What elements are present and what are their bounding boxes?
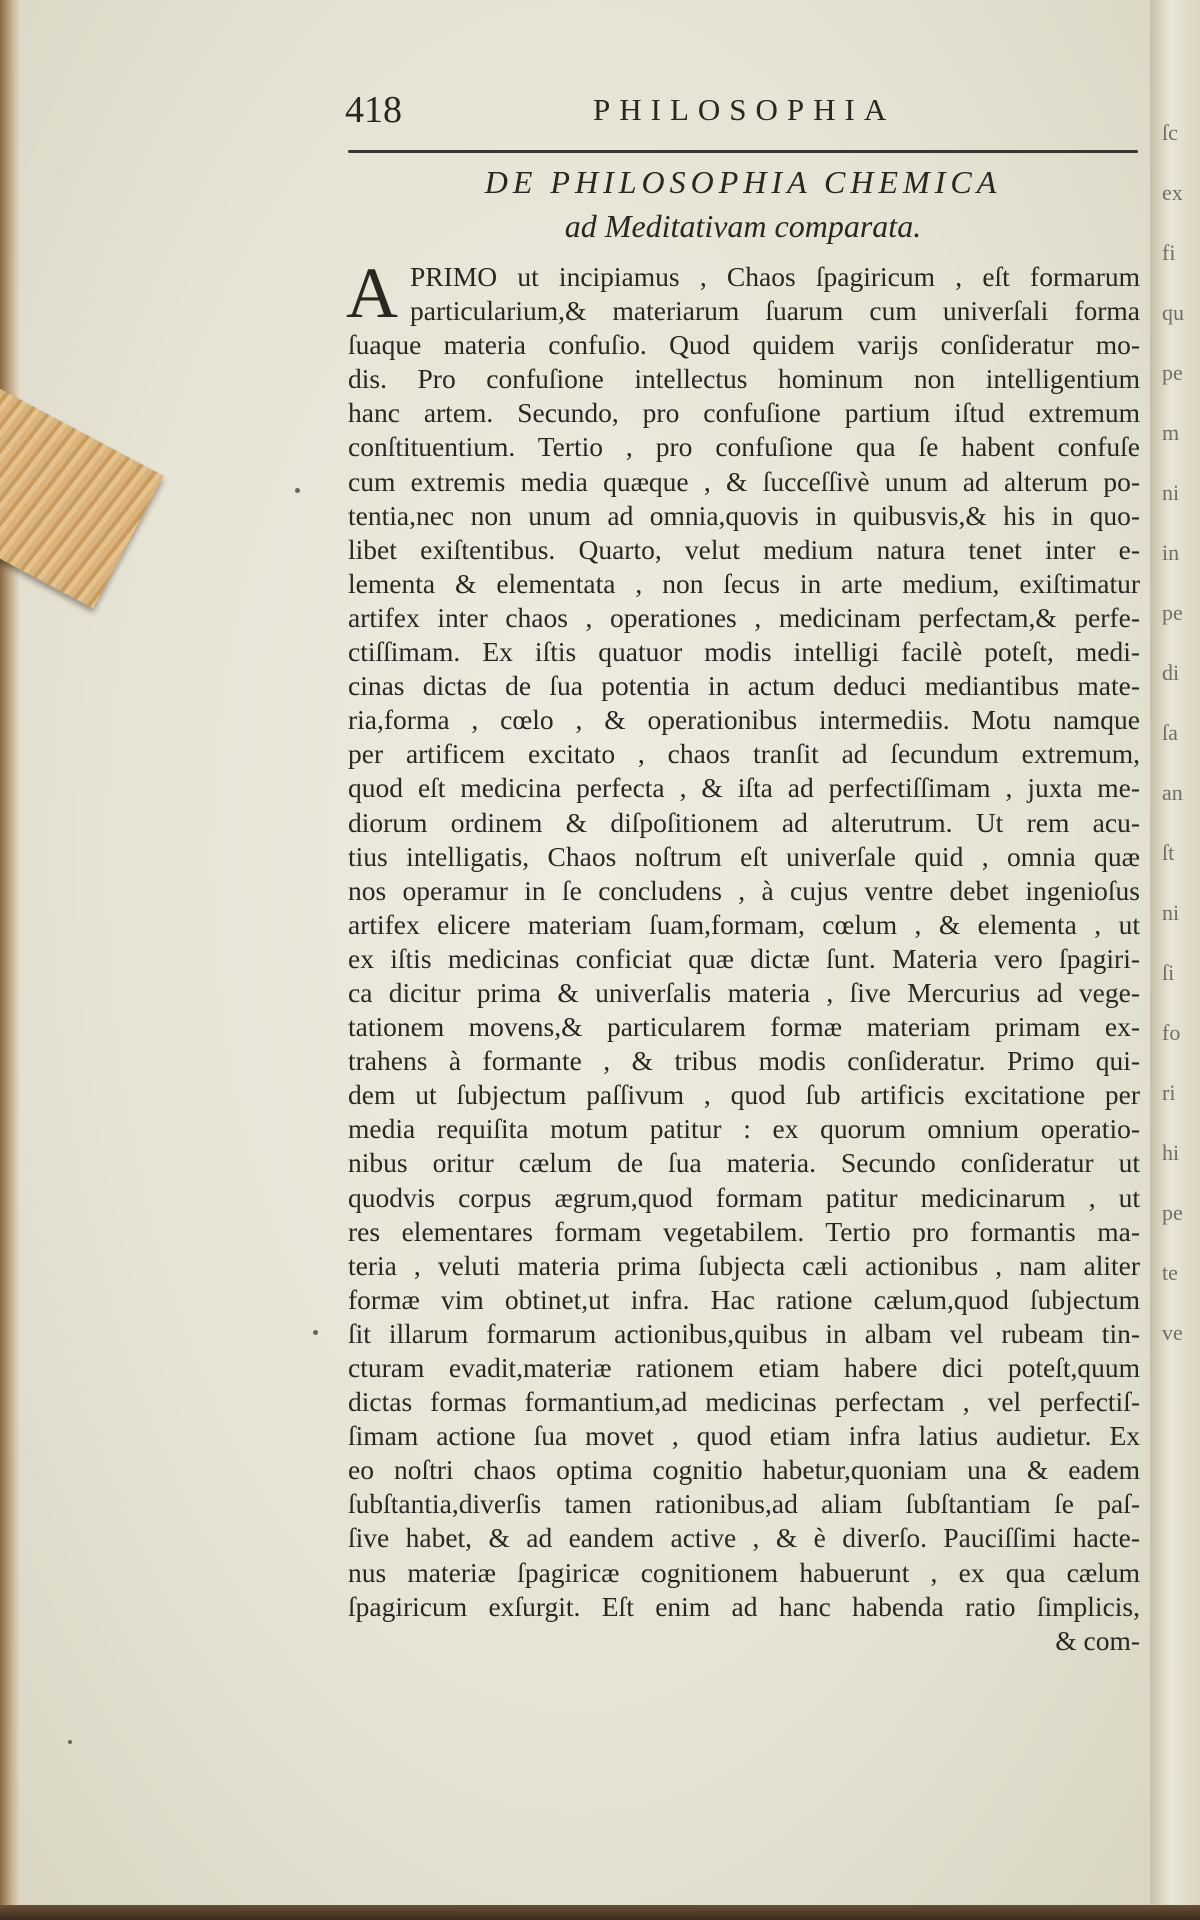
text-lines [346,253,1140,1624]
chapter-title [348,160,1138,248]
next-page-fragment: ſt [1162,840,1175,865]
title-line-2: ad Meditativam comparata. [564,208,922,244]
next-page-fragment: ſc [1162,120,1178,145]
catchword: & com- [1055,1624,1140,1656]
text-line: tationem movens,& particularem formæ materiam primam ex- [348,1011,1140,1043]
next-page-fragment: qu [1162,300,1184,325]
text-line: ſimam actione ſua movet , quod etiam infra latius audietur. Ex [348,1420,1140,1452]
header-rule [348,150,1138,153]
text-line: per artificem excitato , chaos tranſit ad ſecundum extremum, [348,738,1140,770]
next-page-fragment: fo [1162,1020,1181,1045]
title-line-1: DE PHILOSOPHIA CHEMICA [484,164,1002,200]
text-line: teria , veluti materia prima ſubjecta cæli actionibus , nam aliter [348,1249,1140,1281]
text-line: cinas dictas de ſua potentia in actum deduci mediantibus mate- [348,670,1140,702]
text-line: particularium,& materiarum ſuarum cum univerſali forma [410,295,1140,327]
text-line: ſive habet, & ad eandem active , & è diverſo. Pauciſſimi hacte- [348,1522,1140,1554]
text-line: formæ vim obtinet,ut infra. Hac ratione cælum,quod ſubjectum [348,1283,1140,1315]
text-line: quodvis corpus ægrum,quod formam patitur medicinarum , ut [348,1181,1140,1213]
text-line: nibus oritur cælum de ſua materia. Secundo conſideratur ut [348,1147,1140,1179]
page-header [345,88,1135,138]
text-line: artifex inter chaos , operationes , medicinam perfectam,& perfe- [348,601,1140,633]
text-line: libet exiſtentibus. Quarto, velut medium natura tenet inter e- [348,533,1140,565]
page-number: 418 [345,89,402,131]
next-page-fragment: di [1162,660,1180,685]
next-page-fragment: ri [1162,1080,1176,1105]
next-page-fragment: m [1162,420,1180,445]
text-line: ſit illarum formarum actionibus,quibus in albam vel rubeam tin- [348,1317,1140,1349]
text-line: nos operamur in ſe concludens , à cujus ventre debet ingenioſus [348,874,1140,906]
text-line: quod eſt medicina perfecta , & iſta ad perfectiſſimam , juxta me- [348,772,1140,804]
text-line: nus materiæ ſpagiricæ cognitionem habuerunt , ex qua cælum [348,1556,1140,1588]
next-page-fragment: te [1162,1260,1178,1285]
next-page-fragment: hi [1162,1140,1180,1165]
page-gutter [0,0,20,1905]
next-page-fragment: fi [1162,240,1176,265]
book-bottom-edge [0,1905,1200,1920]
text-line: conſtituentium. Tertio , pro confuſione qua ſe habent confuſe [348,431,1140,463]
text-line: ctiſſimam. Ex iſtis quatuor modis intelligi facilè poteſt, medi- [348,636,1140,668]
ink-speck [313,1330,318,1335]
text-line: ria,forma , cœlo , & operationibus intermediis. Motu namque [348,704,1140,736]
text-line: lementa & elementata , non ſecus in arte medium, exiſtimatur [348,567,1140,599]
text-line: ſpagiricum exſurgit. Eſt enim ad hanc habenda ratio ſimplicis, [348,1590,1140,1622]
text-line: diorum ordinem & diſpoſitionem ad alterutrum. Ut rem acu- [348,806,1140,838]
next-page-fragment: ſa [1162,720,1178,745]
ink-speck [295,488,300,493]
running-head: PHILOSOPHIA [593,92,896,127]
body-text [346,253,1140,1658]
text-line: eo noſtri chaos optima cognitio habetur,quoniam una & eadem [348,1454,1140,1486]
next-page-fragment: ve [1162,1320,1183,1345]
text-line: tentia,nec non unum ad omnia,quovis in quibusvis,& his in quo- [348,499,1140,531]
next-page-fragment: an [1162,780,1183,805]
text-line: tius intelligatis, Chaos noſtrum eſt univerſale quid , omnia quæ [348,840,1140,872]
text-line: dem ut ſubjectum paſſivum , quod ſub artificis excitatione per [348,1079,1140,1111]
text-line: ſuaque materia confuſio. Quod quidem varijs conſideratur mo- [348,329,1140,361]
text-line: ca dicitur prima & univerſalis materia , ſive Mercurius ad vege- [348,976,1140,1008]
ink-speck [68,1740,72,1744]
next-page-fragment: pe [1162,360,1183,385]
drop-cap: A [346,253,398,333]
text-line: artifex elicere materiam ſuam,formam, cœlum , & elementa , ut [348,908,1140,940]
next-page-fragment: ni [1162,480,1180,505]
text-line: ſubſtantia,diverſis tamen rationibus,ad aliam ſubſtantiam ſe paſ- [348,1488,1140,1520]
text-line: PRIMO ut incipiamus , Chaos ſpagiricum , eſt formarum [410,261,1140,292]
next-page-fragment: ſi [1162,960,1175,985]
text-line: ex iſtis medicinas conficiat quæ dictæ ſunt. Materia vero ſpagiri- [348,942,1140,974]
text-line: dis. Pro confuſione intellectus hominum non intelligentium [348,363,1140,395]
text-line: trahens à formante , & tribus modis conſideratur. Primo qui- [348,1045,1140,1077]
next-page-fragment: ni [1162,900,1180,925]
next-page-fragment: pe [1162,1200,1183,1225]
text-line: hanc artem. Secundo, pro confuſione partium iſtud extremum [348,397,1140,429]
text-line: res elementares formam vegetabilem. Tertio pro formantis ma- [348,1215,1140,1247]
text-line: cum extremis media quæque , & ſucceſſivè unum ad alterum po- [348,465,1140,497]
text-line: media requiſita motum patitur : ex quorum omnium operatio- [348,1113,1140,1145]
next-page-fragment: ex [1162,180,1183,205]
text-line: dictas formas formantium,ad medicinas perfectam , vel perfectiſ- [348,1386,1140,1418]
text-line: cturam evadit,materiæ rationem etiam habere dici poteſt,quum [348,1352,1140,1383]
next-page-fragment: in [1162,540,1180,565]
next-page-edge [1150,0,1200,1920]
next-page-fragment: pe [1162,600,1183,625]
